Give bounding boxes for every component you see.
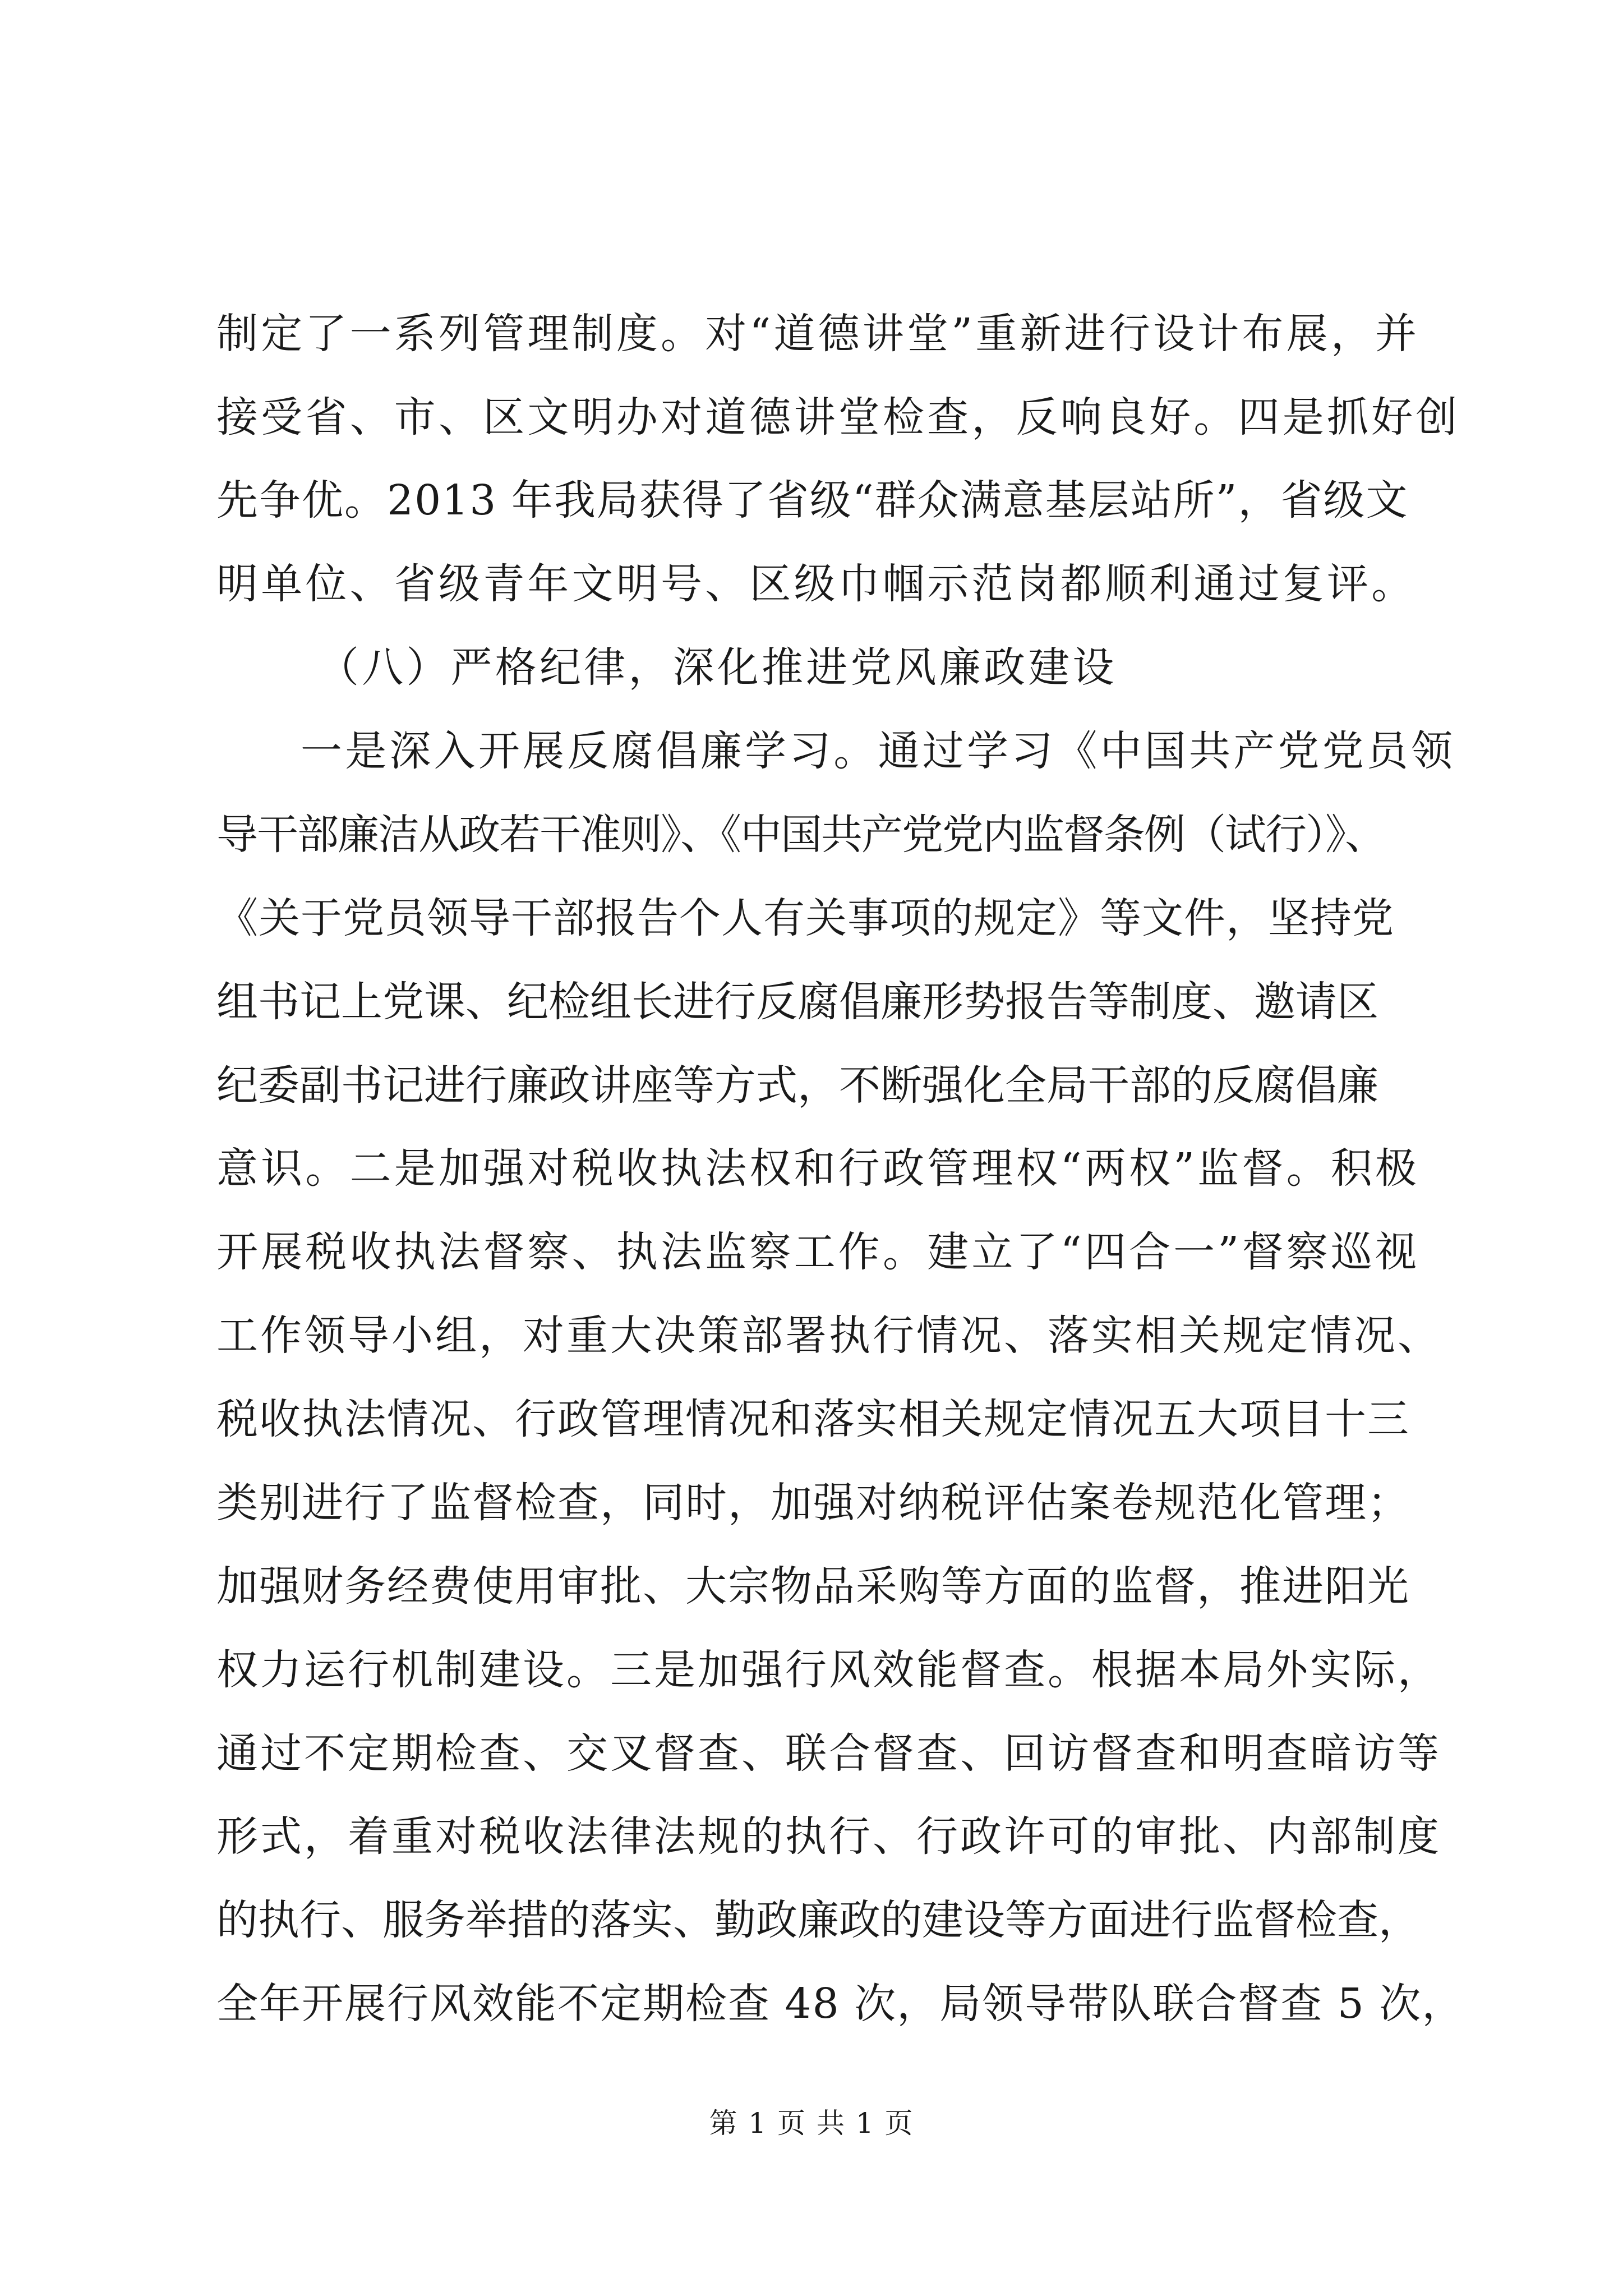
paragraph-line: 权力运行机制建设。三是加强行风效能督查。根据本局外实际， [216,1646,1441,1694]
page-footer: 第 1 页 共 1 页 [709,2107,914,2139]
section-heading: （八）严格纪律，深化推进党风廉政建设 [317,643,1117,692]
paragraph-line: 工作领导小组，对重大决策部署执行情况、落实相关规定情况、 [216,1312,1441,1360]
paragraph-line: 《关于党员领导干部报告个人有关事项的规定》等文件，坚持党 [216,894,1394,942]
paragraph-line: 税收执法情况、行政管理情况和落实相关规定情况五大项目十三 [216,1395,1410,1443]
paragraph-line: 组书记上党课、纪检组长进行反腐倡廉形势报告等制度、邀请区 [216,978,1378,1026]
paragraph-line: 开展税收执法督察、执法监察工作。建立了“四合一”督察巡视 [216,1228,1420,1276]
paragraph-line: 纪委副书记进行廉政讲座等方式，不断强化全局干部的反腐倡廉 [216,1061,1378,1110]
paragraph-line: 意识。二是加强对税收执法权和行政管理权“两权”监督。积极 [216,1144,1420,1193]
paragraph-line: 形式，着重对税收法律法规的执行、行政许可的审批、内部制度 [216,1812,1441,1861]
paragraph-line: 类别进行了监督检查，同时，加强对纳税评估案卷规范化管理； [216,1479,1410,1527]
paragraph-line: 的执行、服务举措的落实、勤政廉政的建设等方面进行监督检查， [216,1896,1420,1944]
paragraph-line: 明单位、省级青年文明号、区级巾帼示范岗都顺利通过复评。 [216,560,1416,608]
paragraph-line: 制定了一系列管理制度。对“道德讲堂”重新进行设计布展，并 [216,310,1420,358]
paragraph-line: 加强财务经费使用审批、大宗物品采购等方面的监督，推进阳光 [216,1562,1410,1611]
paragraph-line: 全年开展行风效能不定期检查 48 次，局领导带队联合督查 5 次， [216,1980,1465,2028]
paragraph-line: 通过不定期检查、交叉督查、联合督查、回访督查和明查暗访等 [216,1729,1441,1778]
paragraph-line: 接受省、市、区文明办对道德讲堂检查，反响良好。四是抓好创 [216,393,1460,441]
paragraph-line: 先争优。2013 年我局获得了省级“群众满意基层站所”，省级文 [216,476,1409,524]
paragraph-line: 一是深入开展反腐倡廉学习。通过学习《中国共产党党员领 [301,727,1456,775]
paragraph-line: 导干部廉洁从政若干准则》、《中国共产党党内监督条例（试行）》、 [216,811,1385,859]
